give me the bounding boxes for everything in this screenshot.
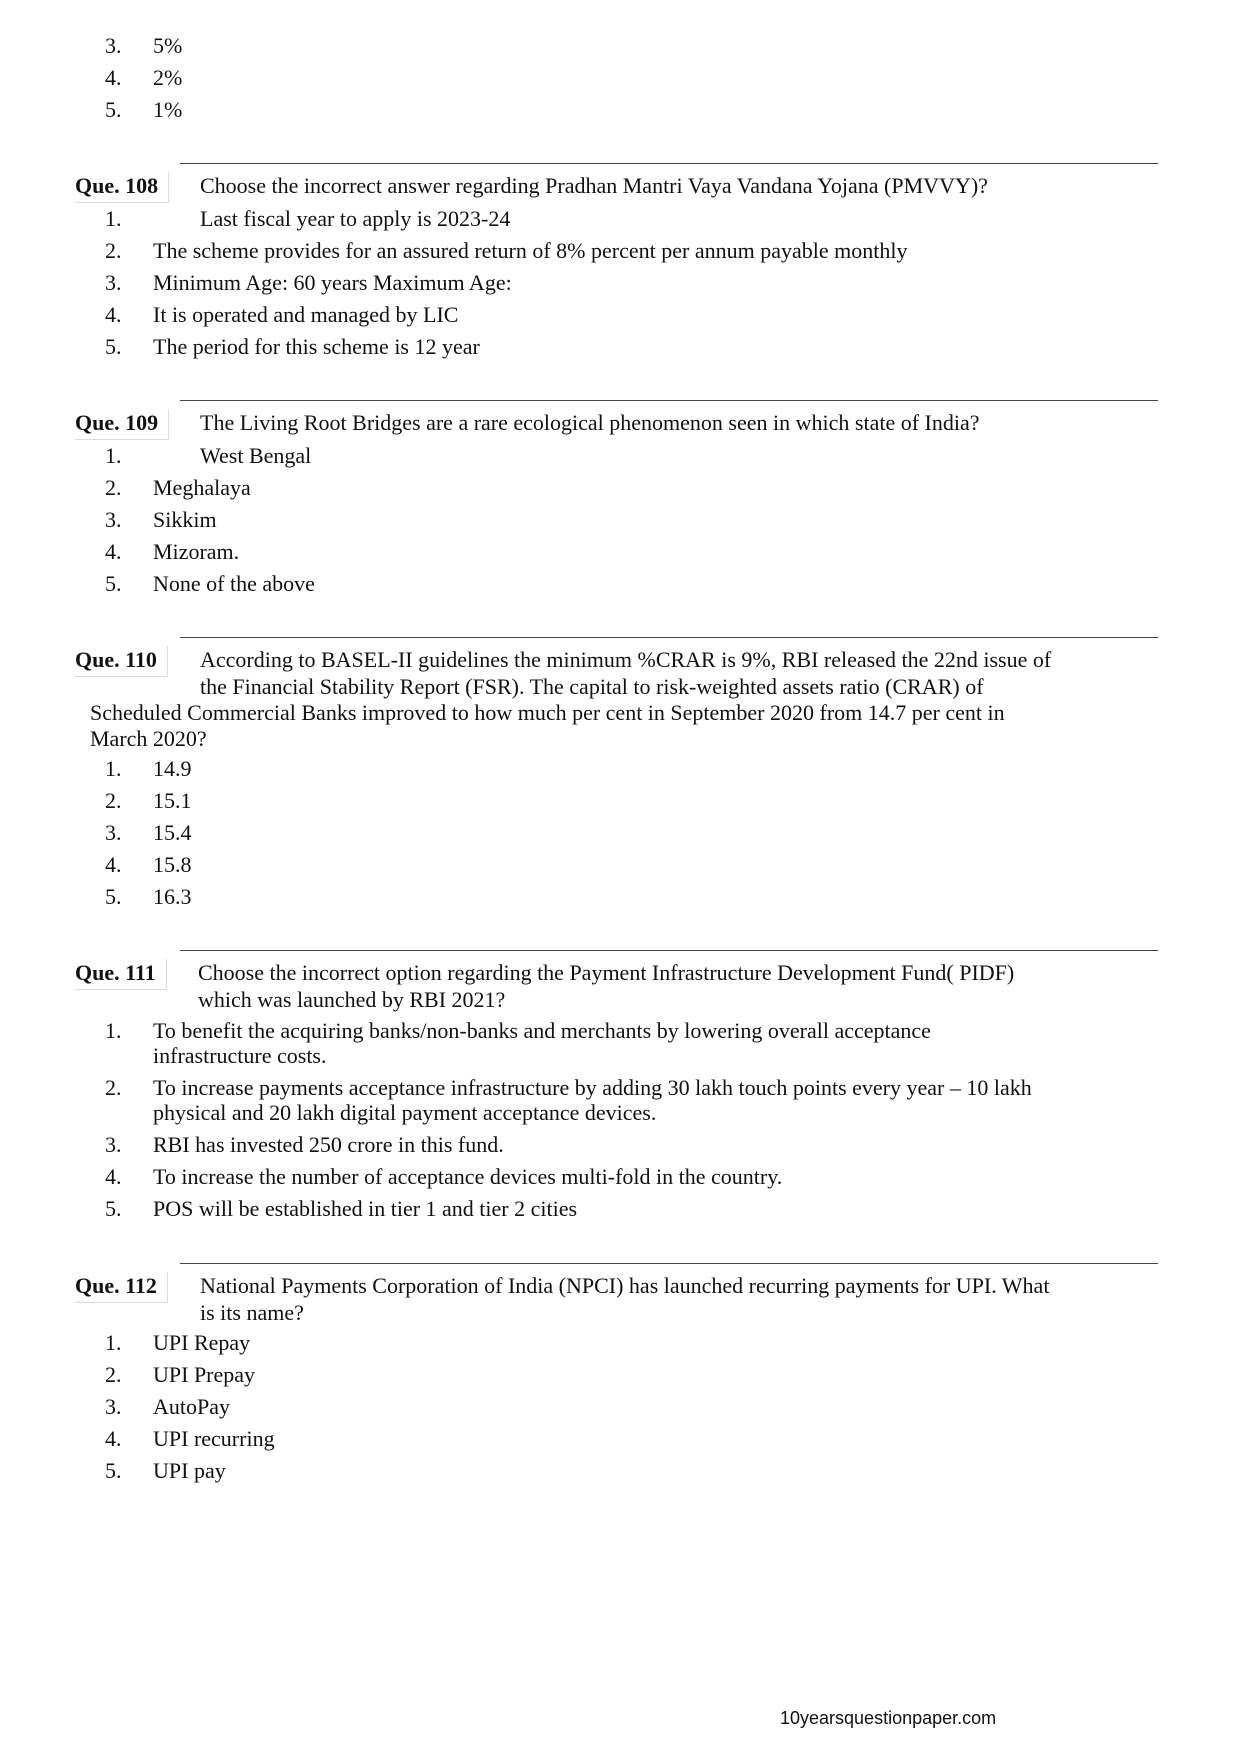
question-text-110-line-2: the Financial Stability Report (FSR). The capital to risk-weighted assets ratio (CRAR) of [200, 674, 984, 699]
question-text-109: The Living Root Bridges are a rare ecological phenomenon seen in which state of India? [200, 410, 980, 435]
question-text-112-line-2: is its name? [200, 1300, 304, 1325]
question-label-108: Que. 108 [75, 172, 169, 203]
question-text-110-line-3: Scheduled Commercial Banks improved to how much per cent in September 2020 from 14.7 per cent in [90, 700, 1005, 725]
question-text-110-line-4: March 2020? [90, 726, 207, 751]
question-label-109: Que. 109 [75, 409, 169, 440]
footer-site-link[interactable]: 10yearsquestionpaper.com [780, 1708, 997, 1728]
section-divider [180, 163, 1158, 164]
question-label-111: Que. 111 [75, 959, 167, 990]
question-text-111-line-1: Choose the incorrect option regarding the Payment Infrastructure Development Fund( PIDF) [198, 960, 1015, 985]
question-paper-page: 3. 5% 4. 2% 5. 1% Que. 108 Choose the incorrect answer regarding Pradhan Mantri Vaya Vandana Yojana (PMVVY)? 1. Last fiscal year to apply is 2023-24 2. The scheme provides for an assured return of 8% percent per annum payable monthly 3. Minimum Age: 60 years Maximum Age: 4. It is operated and managed by LIC 5. The period for this scheme is 12 year Que. 109 The Living Root Bridges are a rare ecological phenomenon seen in which state of India? 1. West Bengal 2. Meghalaya 3. Sikkim 4. Mizoram. 5. None of the above Que. 110 According to BASEL-II guidelines the minimum %CRAR is 9%, RBI released the 22nd issue of the Financial Stability Report (FSR). The capital to risk-weighted assets ratio (CRAR) of Scheduled Commercial Banks improved to how much per cent in September 2020 from 14.7 per cent in March 2020? 1. 14.9 2. 15.1 3. 15.4 4. 15.8 5. 16.3 Que. 111 Choose the incorrect option regarding the Payment Infrastructure Development Fund( PIDF) which was launched by RBI 2021? 1. To benefit the acquiring banks/non-banks and merchants by lowering overall acceptance infrastructure costs. 2. To increase payments acceptance infrastructure by adding 30 lakh touch points every year – 10 lakh physical and 20 lakh digital payment acceptance devices. 3. RBI has invested 250 crore in this fund. 4. To increase the number of acceptance devices multi-fold in the country. 5. POS will be established in tier 1 and tier 2 cities Que. 112 National Payments Corporation of India (NPCI) has launched recurring payments for UPI. What is its name? 1. UPI Repay 2. UPI Prepay 3. AutoPay 4. UPI recurring 5. UPI pay 10yearsquestionpaper.com [0, 0, 1240, 1755]
question-text-112-line-1: National Payments Corporation of India (NPCI) has launched recurring payments for UPI. What [200, 1273, 1050, 1298]
question-label-110: Que. 110 [75, 646, 168, 677]
section-divider [180, 950, 1158, 951]
question-label-112: Que. 112 [75, 1272, 168, 1303]
section-divider [180, 400, 1158, 401]
section-divider [180, 1263, 1158, 1264]
section-divider [180, 637, 1158, 638]
question-text-108: Choose the incorrect answer regarding Pradhan Mantri Vaya Vandana Yojana (PMVVY)? [200, 173, 988, 198]
question-text-110-line-1: According to BASEL-II guidelines the minimum %CRAR is 9%, RBI released the 22nd issue of [200, 647, 1052, 672]
question-text-111-line-2: which was launched by RBI 2021? [198, 987, 506, 1012]
